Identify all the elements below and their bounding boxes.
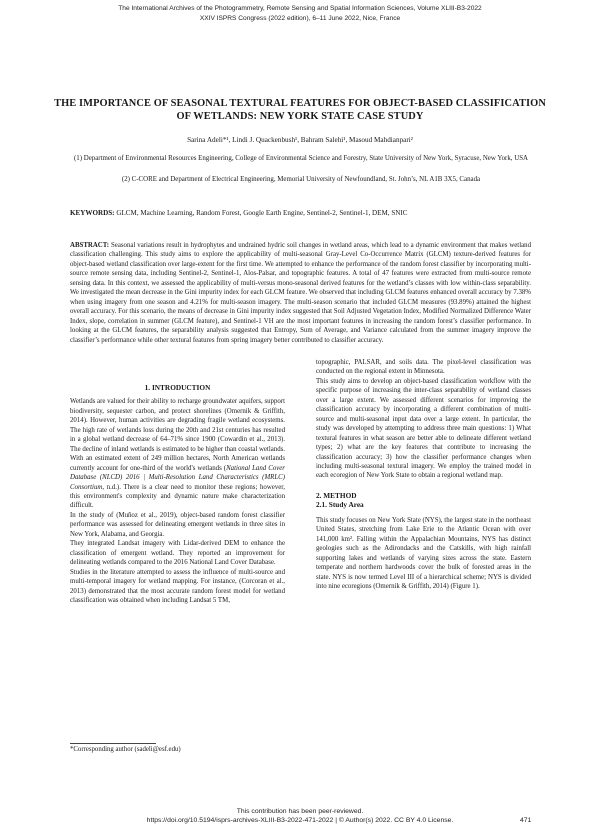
right-column xyxy=(316,358,531,591)
intro-paragraph-3: They integrated Landsat imagery with Lidar-derived DEM to enhance the classification of emergent wetland. They reported an improvement for delineating wetlands compared to the 2016 National Land Cover Database. xyxy=(70,540,285,567)
section-heading-introduction: 1. INTRODUCTION xyxy=(144,383,211,392)
footer-peer-review: This contribution has been peer-reviewed. xyxy=(236,808,364,815)
abstract-text: Seasonal variations result in hydrophytes and undrained hydric soil changes in wetland areas, which lead to a dynamic environment that makes wetland classification challenging. This study aims to explore the applicability of multi-seasonal Gray-Level Co-Occurrence Matrix (GLCM) texture-derived features for object-based wetland classification over large-extent for the first time. We attempted to enhance the performance of the random forest classifier by incorporating multi-source remote sensing data, including Sentinel-2, Sentinel-1, Alos-Palsar, and topographic features. A total of 47 features were extracted from multi-source remote sensing data. In this context, we assessed the applicability of multi-versus mono-seasonal derived features for the wetland’s classes with low within-class separability. We investigated the mean decrease in the Gini impurity index for each GLCM feature. We observed that including GLCM features enhanced overall accuracy by 7.38% when using imagery from one season and 4.21% for multi-season imagery. The multi-season scenario that included GLCM measures (93.89%) attained the highest overall accuracy. For this scenario, the means of decrease in Gini impurity index suggested that Soil Adjusted Vegetation Index, Modified Normalized Difference Water Index, slope, correlation in summer (GLCM feature), and Sentinel-1 VH are the most important features in increasing the random forest’s classifier performance. In looking at the GLCM features, the separability analysis suggested that Entropy, Sum of Average, and Variance calculated from the summer imagery improve the classifier’s performance while other textural features from spring imagery better contributed to classifier accuracy. xyxy=(70,242,531,344)
page-number: 471 xyxy=(520,817,532,824)
right-paragraph-2: This study aims to develop an object-based classification workflow with the specific purpose of increasing the inter-class separability of wetland classes over a large extent. We assessed different scenarios for improving the classification accuracy by incorporating a different combination of multi-source and multi-seasonal input data over a large extent. In particular, the study was developed by attempting to address three main questions: 1) What textural features in what season are better able to delineate different wetland types; 2) what are the key features that contribute to increasing the classification accuracy; 3) how the classifier performance changes when including multi-seasonal textural imagery. We employ the trained model in each ecoregion of New York State to obtain a regional wetland map. xyxy=(316,377,531,480)
paper-title: THE IMPORTANCE OF SEASONAL TEXTURAL FEATURES FOR OBJECT-BASED CLASSIFICATION OF WETLANDS: NEW YORK STATE CASE STUDY xyxy=(54,98,546,122)
running-header-line2: XXIV ISPRS Congress (2022 edition), 6–11 June 2022, Nice, France xyxy=(199,15,401,22)
abstract xyxy=(70,241,531,345)
section-heading-study-area: 2.1. Study Area xyxy=(316,500,364,510)
footnote-divider xyxy=(70,743,156,744)
keywords-text: GLCM, Machine Learning, Random Forest, Google Earth Engine, Sentinel-2, Sentinel-1, DEM, SNIC xyxy=(116,209,408,217)
intro-paragraph-2: In the study of (Muñoz et al., 2019), object-based random forest classifier performance was assessed for delineating emergent wetlands in three sites in New York, Alabama, and Georgia. xyxy=(70,511,285,538)
affiliation-2: (2) C-CORE and Department of Electrical Engineering, Memorial University of Newfoundland, St. John’s, NL A1B 3X5, Canada xyxy=(121,176,481,183)
section-heading-method: 2. METHOD xyxy=(316,490,357,500)
right-paragraph-1: topographic, PALSAR, and soils data. The pixel-level classification was conducted on the regional extent in Minnesota. xyxy=(316,359,531,376)
intro-p1-end: , n.d.). There is a clear need to monitor these regions; however, this environment's complexity and dynamic nature make characterization difficult. xyxy=(70,483,285,510)
intro-p1-text: Wetlands are valued for their ability to recharge groundwater aquifers, support biodiversity, sequester carbon, and protect shorelines (Omernik & Griffith, 2014). However, human activities are degrading fragile wetland ecosystems. The high rate of wetlands loss during the 20th and 21st centuries has resulted in a global wetland decrease of 64–71% since 1900 (Cowardin et al., 2013). The decline of inland wetlands is estimated to be higher than coastal wetlands. With an estimated extent of 249 million hectares, North American wetlands currently account for one-third of the world's wetlands ( xyxy=(70,398,285,472)
abstract-label: ABSTRACT: xyxy=(70,242,110,249)
author-list: Sarina Adeli*¹, Lindi J. Quackenbush¹, Bahram Salehi¹, Masoud Mahdianpari² xyxy=(187,136,413,144)
affiliation-1: (1) Department of Environmental Resources Engineering, College of Environmental Science and Forestry, State University of New York, Syracuse, New York, USA xyxy=(73,155,529,162)
keywords-label: KEYWORDS: xyxy=(70,209,115,217)
intro-p1-italic: National Land Cover Database (NLCD) 2016 | Multi-Resolution Land Characteristics (MRLC) Consortium xyxy=(70,464,285,491)
footer-doi-link[interactable]: https://doi.org/10.5194/isprs-archives-XLIII-B3-2022-471-2022 | © Author(s) 2022. CC BY 4.0 License. xyxy=(146,817,454,824)
running-header-line1: The International Archives of the Photogrammetry, Remote Sensing and Spatial Information Sciences, Volume XLIII-B3-2022 xyxy=(118,5,482,12)
left-column xyxy=(70,383,285,605)
keywords xyxy=(70,209,540,219)
right-paragraph-3: This study focuses on New York State (NYS), the largest state in the northeast United States, stretching from Lake Erie to the Atlantic Ocean with over 141,000 km². Falling within the Appalachian Mountains, NYS has distinct geologies such as the Adirondacks and the Catskills, with high rainfall supporting lakes and wetlands of varying sizes across the state. Eastern temperate and northern hardwoods cover the bulk of forested areas in the state. NYS is now termed Level III of a hierarchical scheme; NYS is divided into nine ecoregions (Omernik & Griffith, 2014) (Figure 1). xyxy=(316,516,531,590)
footnote-corresponding-author: *Corresponding author (sadeli@esf.edu) xyxy=(70,746,181,753)
intro-paragraph-4: Studies in the literature attempted to assess the influence of multi-source and multi-temporal imagery for wetland mapping. For instance, (Corcoran et al., 2013) demonstrated that the most accurate random forest model for wetland classification was obtained when including Landsat 5 TM, xyxy=(70,568,285,604)
intro-paragraph-1 xyxy=(70,397,285,510)
